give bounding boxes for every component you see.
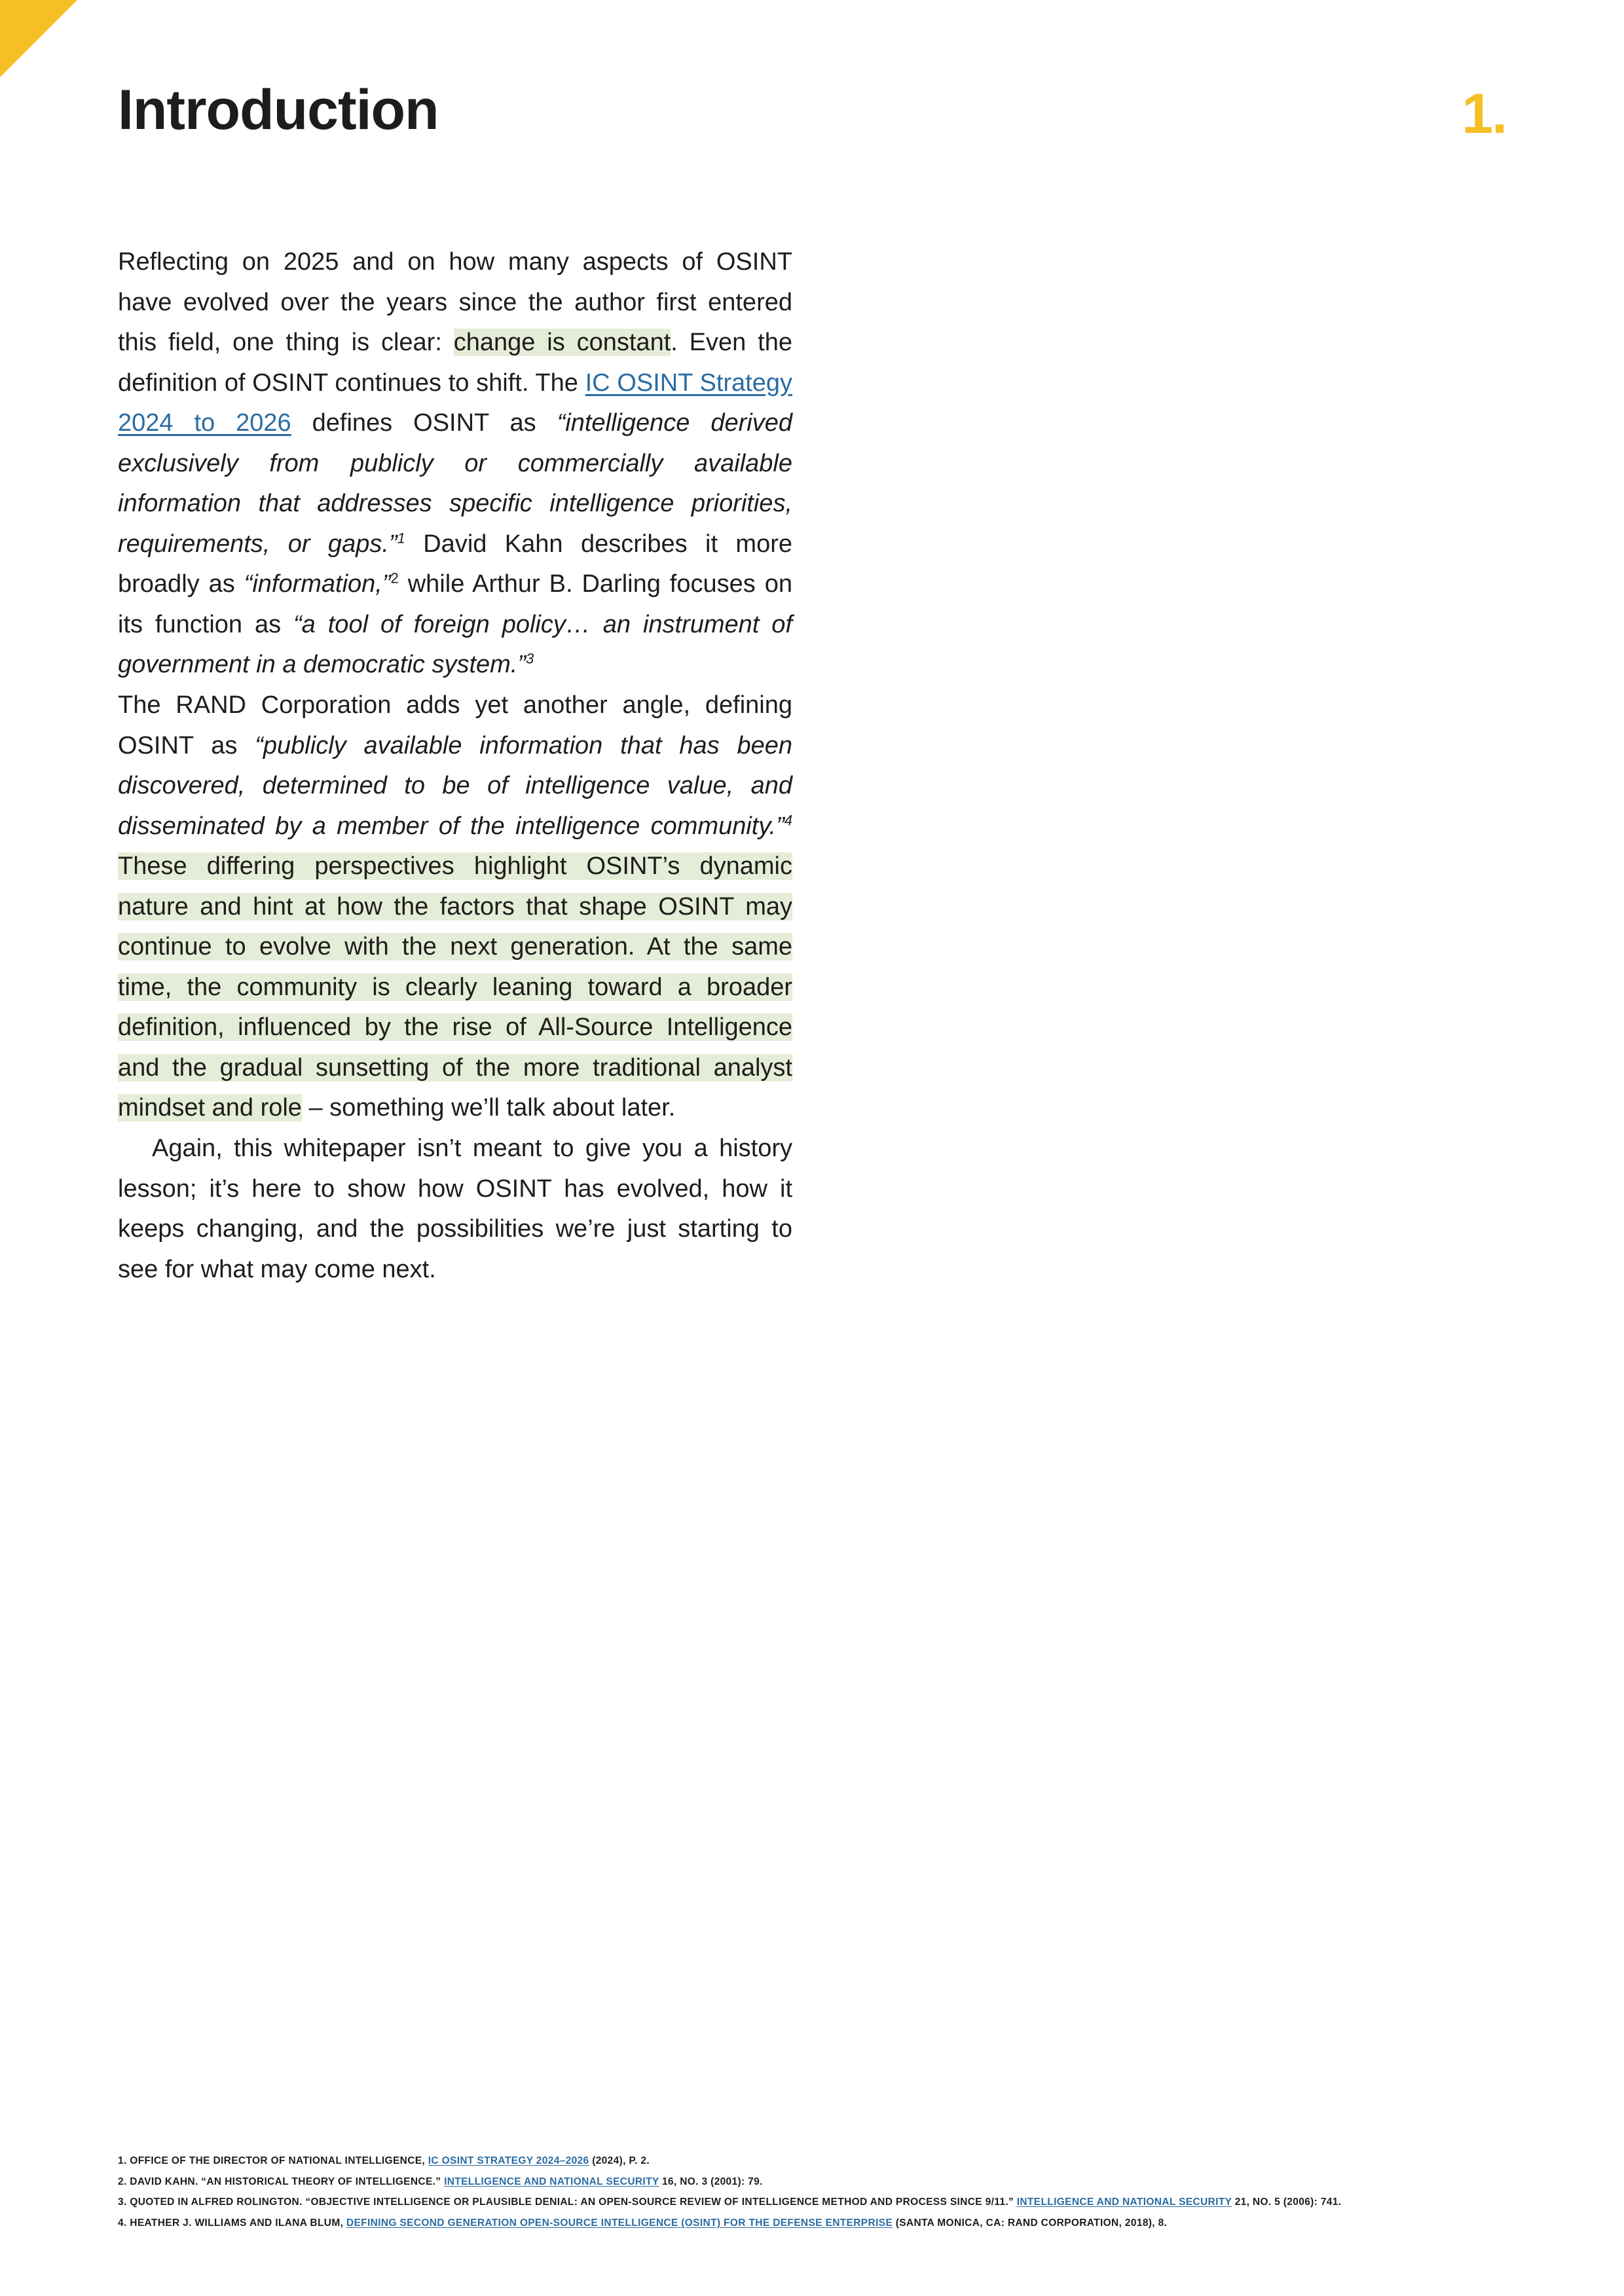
p1-highlight-1: change is constant	[453, 329, 671, 357]
footnote-item	[118, 2151, 1506, 2172]
footnote-pre: 2. DAVID KAHN. “AN HISTORICAL THEORY OF INTELLIGENCE.”	[118, 2176, 445, 2187]
footnote-pre: 3. QUOTED IN ALFRED ROLINGTON. “OBJECTIVE INTELLIGENCE OR PLAUSIBLE DENIAL: AN OPEN-SOURCE REVIEW OF INTELLIGENCE METHOD AND PROCESS SINCE 9/11.”	[118, 2196, 1017, 2208]
footnote-item	[118, 2192, 1506, 2213]
page-header	[118, 79, 1506, 173]
p1-quote-2: “information,”	[244, 570, 391, 598]
p1-text-4: David Kahn describes it more broadly as	[118, 530, 792, 598]
p1-text-1: Reflecting on 2025 and on how many aspects of OSINT have evolved over the years since the author first entered this field, one thing is clear:	[118, 248, 792, 357]
footnote-link[interactable]: INTELLIGENCE AND NATIONAL SECURITY	[1016, 2196, 1232, 2208]
p1-quote-1: “intelligence derived exclusively from publicly or commercially available information that addresses specific intelligence priorities, requirements, or gaps.”	[118, 409, 792, 558]
footnote-pre: 1. OFFICE OF THE DIRECTOR OF NATIONAL INTELLIGENCE,	[118, 2155, 428, 2166]
p2-text-1: The RAND Corporation adds yet another angle, defining OSINT as	[118, 691, 792, 759]
p1-text-5: while Arthur B. Darling focuses on its function as	[118, 570, 792, 638]
footnote-ref-2: 2	[390, 570, 399, 587]
corner-decoration	[0, 0, 77, 77]
footnote-link[interactable]: INTELLIGENCE AND NATIONAL SECURITY	[444, 2176, 659, 2187]
p2-highlight-1: These differing perspectives highlight OSINT’s dynamic nature and hint at how the factors that shape OSINT may continue to evolve with the next generation. At the same time, the community is clearly leaning toward a broader definition, influenced by the rise of All-Source Intelligence and the gradual sunsetting of the more traditional analyst mindset and role	[118, 852, 792, 1122]
footnote-pre: 4. HEATHER J. WILLIAMS AND ILANA BLUM,	[118, 2217, 346, 2229]
p1-text-3: defines OSINT as	[291, 409, 557, 437]
footnote-item	[118, 2213, 1506, 2234]
footnote-ref-1: 1	[397, 530, 405, 547]
body-column	[118, 242, 792, 1290]
footnote-link[interactable]: IC OSINT STRATEGY 2024–2026	[428, 2155, 589, 2166]
footnote-post: 21, NO. 5 (2006): 741.	[1231, 2196, 1342, 2208]
footnote-item	[118, 2172, 1506, 2193]
footnote-ref-3: 3	[526, 650, 534, 667]
footnote-ref-4: 4	[784, 812, 792, 828]
footnotes	[118, 2151, 1506, 2234]
footnote-post: (2024), P. 2.	[589, 2155, 650, 2166]
paragraph-2	[118, 685, 792, 1129]
p2-quote-1: “publicly available information that has been discovered, determined to be of intelligence value, and disseminated by a member of the intelligence community.”	[118, 731, 792, 840]
footnote-post: (SANTA MONICA, CA: RAND CORPORATION, 2018), 8.	[893, 2217, 1168, 2229]
chapter-number: 1.	[1462, 82, 1506, 145]
p2-text-2: – something we’ll talk about later.	[301, 1094, 676, 1122]
ic-osint-strategy-link[interactable]: IC OSINT Strategy 2024 to 2026	[118, 369, 792, 437]
p1-text-2: . Even the definition of OSINT continues to shift. The	[118, 329, 792, 397]
paragraph-3	[118, 1129, 792, 1290]
page-title: Introduction	[118, 79, 439, 141]
footnote-link[interactable]: DEFINING SECOND GENERATION OPEN-SOURCE INTELLIGENCE (OSINT) FOR THE DEFENSE ENTERPRISE	[346, 2217, 893, 2229]
footnote-post: 16, NO. 3 (2001): 79.	[659, 2176, 763, 2187]
paragraph-1	[118, 242, 792, 685]
p3-text-1: Again, this whitepaper isn’t meant to give you a history lesson; it’s here to show how OSINT has evolved, how it keeps changing, and the possibilities we’re just starting to see for what may come next.	[118, 1135, 792, 1283]
p1-quote-3: “a tool of foreign policy… an instrument of government in a democratic system.”	[118, 610, 792, 679]
